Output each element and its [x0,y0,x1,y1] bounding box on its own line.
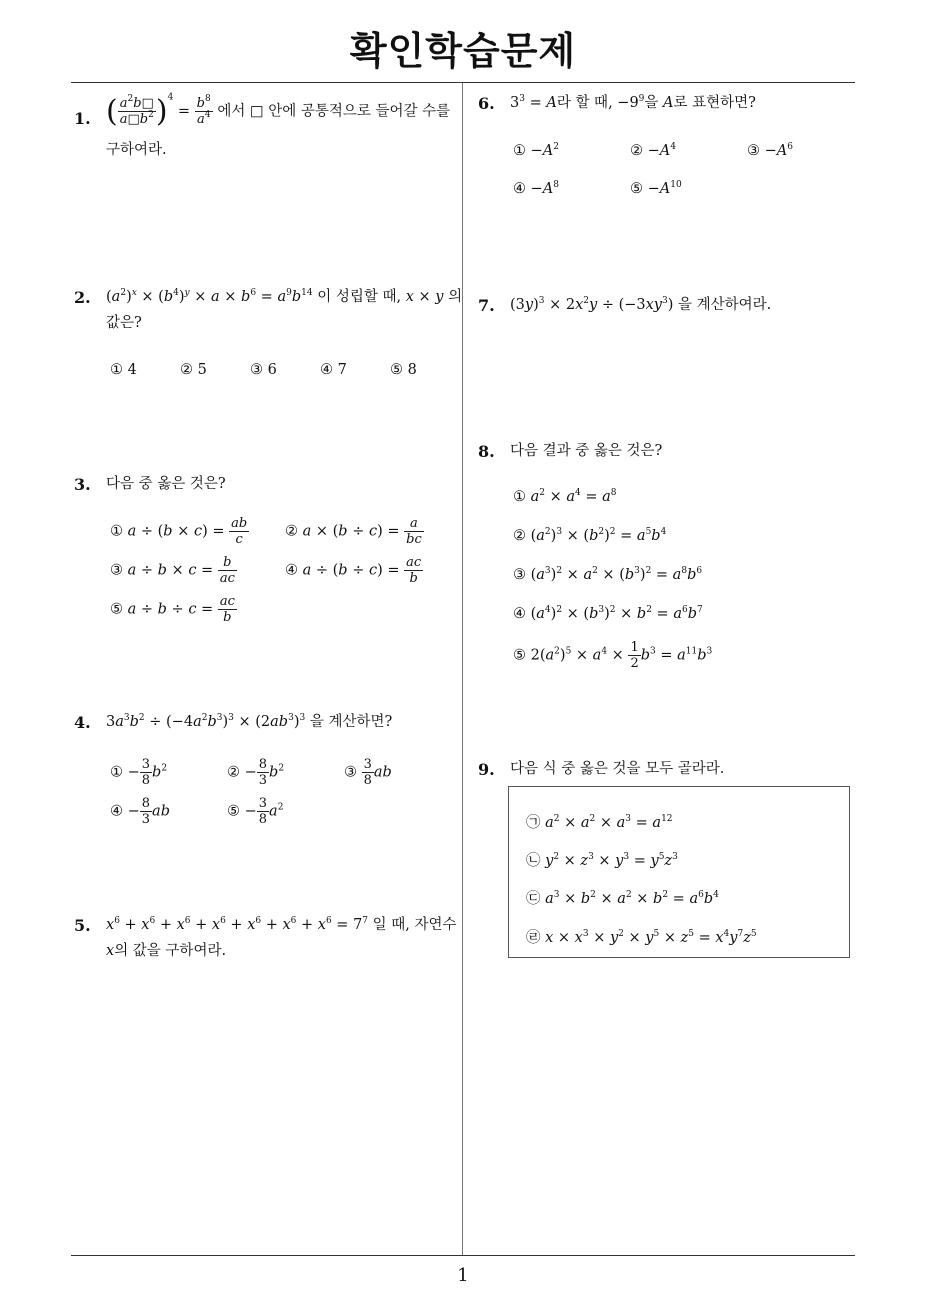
q2-option-4: ④ 7 [320,362,347,378]
q4-option-1: ① − $\frac{3}{8}$ $b^2$ [110,757,168,788]
q8-option-2: ② $(a^2)^3 \times (b^2)^2 = a^5b^4$ [513,527,667,544]
page-title: 확인학습문제 [349,29,577,73]
question-6-text: 라 할 때, [556,95,613,111]
question-1-text-cont: 구하여라. [106,142,167,158]
question-1-text: 에서 □ 안에 공통적으로 들어갈 수를 [217,103,451,120]
question-9 [478,757,858,787]
question-number: 9. [478,760,495,779]
question-5-text-cont: 의 값을 구하여라. [114,943,227,959]
q2-option-3: ③ 6 [250,362,277,378]
q3-option-5: ⑤ a ÷ b ÷ c = $\frac{ac}{b}$ [110,594,235,625]
q6-option-1: ① $-A^2$ [513,142,559,159]
q2-option-2: ② 5 [180,362,207,378]
q4-option-2: ② − $\frac{8}{3}$ $b^2$ [227,757,285,788]
question-number: 4. [74,713,91,732]
q9-item-4: ㉣ $x \times x^3 \times y^2 \times y^5 \times z^5 = x^4y^7z^5$ [526,929,757,946]
question-8 [478,439,858,469]
q6-option-5: ⑤ $-A^{10}$ [630,180,682,197]
question-4-text: 을 계산하면? [309,714,393,730]
question-4: 4. $3a^3b^2 \div (-4a^2b^3)^3 \times (2ab^3)^3$ 을 계산하면? [74,710,459,740]
question-number: 7. [478,296,495,315]
q4-option-3: ③ $\frac{3}{8}$ ab [344,757,392,788]
question-number: 1. [74,109,91,128]
q8-option-3: ③ $(a^3)^2 \times a^2 \times (b^3)^2 = a^8b^6$ [513,566,703,583]
question-7: 7. $(3y)^3 \times 2x^2y \div (-3xy^3)$ 을 계산하여라. [478,293,858,323]
question-number: 2. [74,288,91,307]
q2-option-5: ⑤ 8 [390,362,417,378]
question-1-expression: ( $\frac{a^2b□}{a□b^2}$ )$^4$ = $\frac{b^8}{a^4}$ 에서 □ 안에 공통적으로 들어갈 수를 [106,92,451,129]
q3-option-3: ③ a ÷ b × c = $\frac{b}{ac}$ [110,555,235,586]
question-3-text: 다음 중 옳은 것은? [106,476,226,492]
q8-option-4: ④ $(a^4)^2 \times (b^3)^2 \times b^2 = a^6b^7$ [513,605,703,622]
question-8-text: 다음 결과 중 옳은 것은? [510,443,663,459]
question-6: 6. $3^3 = A$라 할 때, $-9^9$을 A로 표현하면? [478,91,858,121]
question-1 [74,92,459,166]
q9-item-3: ㉢ $a^3 \times b^2 \times a^2 \times b^2 = a^6b^4$ [526,890,719,907]
top-rule [71,82,855,83]
q6-option-2: ② $-A^4$ [630,142,676,159]
question-7-text: 을 계산하여라. [678,297,772,313]
page-number: 1 [457,1265,469,1286]
q4-option-5: ⑤ − $\frac{3}{8}$ $a^2$ [227,796,284,827]
question-2-text-cont: 값은? [106,315,142,331]
q6-option-4: ④ $-A^8$ [513,180,559,197]
question-2-text: 이 성립할 때, [317,289,402,305]
q9-item-1: ㉠ $a^2 \times a^2 \times a^3 = a^{12}$ [526,814,673,831]
q4-option-4: ④ − $\frac{8}{3}$ ab [110,796,170,827]
q6-option-3: ③ $-A^6$ [747,142,793,159]
column-divider [462,83,463,1255]
q2-option-1: ① 4 [110,362,137,378]
bottom-rule [71,1255,855,1256]
q8-option-5: ⑤ $2(a^2)^5 \times a^4$ × $\frac{1}{2}$ $b^3 = a^{11}b^3$ [513,640,713,671]
q3-option-1: ① a ÷ (b × c) = $\frac{ab}{c}$ [110,516,248,547]
question-number: 5. [74,916,91,935]
question-number: 6. [478,94,495,113]
q3-option-2: ② a × (b ÷ c) = $\frac{a}{bc}$ [285,516,422,547]
question-3 [74,472,459,502]
q8-option-1: ① $a^2 \times a^4 = a^8$ [513,488,617,505]
question-9-text: 다음 식 중 옳은 것을 모두 골라라. [510,761,725,777]
question-5-text: 일 때, 자연수 [372,917,457,933]
question-5: 5. $x^6 + x^6 + x^6 + x^6 + x^6 + x^6 + x^6 = 7^7$ 일 때, 자연수 x의 값을 구하여라. [74,913,459,973]
question-number: 8. [478,442,495,461]
question-number: 3. [74,475,91,494]
q3-option-4: ④ a ÷ (b ÷ c) = $\frac{ac}{b}$ [285,555,422,586]
question-2: 2. $(a^2)^x \times (b^4)^y \times a \times b^6 = a^9b^{14}$ 이 성립할 때, x × y 의 값은? [74,285,459,385]
q9-item-2: ㉡ $y^2 \times z^3 \times y^3 = y^5z^3$ [526,852,678,869]
